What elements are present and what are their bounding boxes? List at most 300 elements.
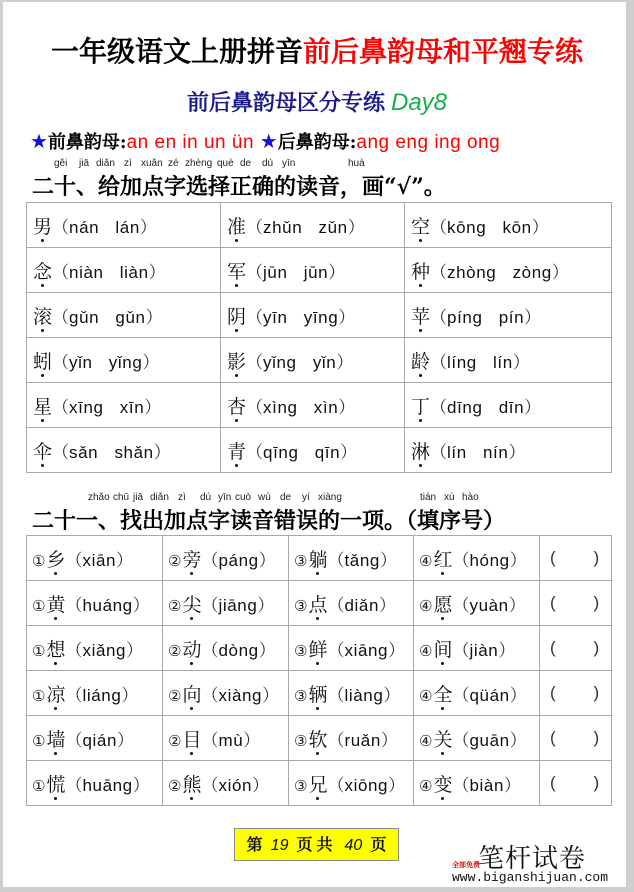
pronunciation-choice-cell (405, 293, 612, 338)
pinyin-option-2[interactable]: jūn (303, 262, 329, 282)
close-paren: ） (142, 352, 160, 372)
option-number: ② (168, 641, 182, 660)
table-row (27, 203, 612, 248)
option-pinyin: xiōng (344, 775, 389, 795)
spacer (104, 398, 120, 418)
pinyin-option-1[interactable]: yǐn (69, 352, 93, 372)
open-paren: （ (52, 262, 70, 282)
pinyin-annotation: yīn (282, 158, 296, 169)
close-paren: ） (144, 397, 162, 417)
pinyin-annotation: jiā (133, 492, 144, 503)
answer-blank[interactable] (540, 716, 612, 761)
dotted-character: 尖 (182, 590, 201, 617)
option-number: ① (32, 731, 46, 750)
section-20-table (26, 202, 612, 473)
dotted-character: 墙 (46, 725, 65, 752)
dotted-character: 点 (308, 590, 327, 617)
brand-logo: 笔杆试卷 (478, 844, 587, 874)
pronunciation-choice-cell (27, 248, 221, 293)
option-pinyin: guān (469, 730, 510, 750)
open-paren: （ (246, 352, 264, 372)
close-paren: ） (388, 640, 406, 660)
open-paren: （ (201, 640, 219, 660)
pinyin-option-2[interactable]: yǐng (108, 352, 143, 372)
option-cell (27, 671, 163, 716)
pinyin-option-2[interactable]: pín (498, 307, 525, 327)
table-row (27, 626, 612, 671)
close-paren: ） (145, 307, 163, 327)
option-number: ② (168, 551, 182, 570)
spacer (288, 308, 304, 328)
open-paren: （ (201, 550, 219, 570)
close-paren: ） (338, 307, 356, 327)
option-cell (414, 716, 540, 761)
dotted-character: 丁 (411, 392, 430, 419)
close-paren: ） (509, 685, 527, 705)
pronunciation-choice-cell (221, 203, 405, 248)
option-number: ③ (294, 641, 308, 660)
section-20-heading (0, 158, 634, 198)
open-paren: （ (430, 307, 448, 327)
open-paren: （ (65, 595, 83, 615)
pinyin-annotation: chū (113, 492, 130, 503)
pinyin-annotation: tián (420, 492, 437, 503)
option-cell (27, 536, 163, 581)
pinyin-annotation: hào (462, 492, 479, 503)
option-cell (163, 671, 289, 716)
pronunciation-choice-cell (221, 293, 405, 338)
dotted-character: 滚 (33, 302, 52, 329)
open-paren: （ (65, 640, 83, 660)
pinyin-annotation: zì (178, 492, 186, 503)
front-nasal-label: 前鼻韵母: (47, 132, 127, 153)
dotted-character: 星 (33, 392, 52, 419)
option-pinyin: páng (218, 550, 259, 570)
open-paren: （ (65, 685, 83, 705)
option-number: ③ (294, 776, 308, 795)
answer-blank-text[interactable]: ( ) (550, 728, 600, 747)
subtitle-text: 前后鼻韵母区分专练 (186, 90, 385, 116)
dotted-character: 慌 (46, 770, 65, 797)
dotted-character: 目 (182, 725, 201, 752)
pinyin-option-2[interactable]: gǔn (115, 307, 146, 327)
option-cell (289, 581, 414, 626)
close-paren: ） (126, 640, 144, 660)
option-number: ① (32, 686, 46, 705)
pinyin-option-2[interactable]: yīng (303, 307, 339, 327)
spacer (302, 218, 318, 238)
close-paren: ） (504, 775, 522, 795)
option-pinyin: qián (82, 730, 118, 750)
dotted-character: 准 (227, 212, 246, 239)
pronunciation-choice-cell (27, 293, 221, 338)
close-paren: ） (531, 217, 549, 237)
open-paren: （ (452, 685, 470, 705)
dotted-character: 兄 (308, 770, 327, 797)
option-number: ③ (294, 551, 308, 570)
pinyin-option-1[interactable]: xìng (263, 397, 298, 417)
pinyin-annotation: yí (302, 492, 310, 503)
close-paren: ） (509, 550, 527, 570)
pinyin-annotation: de (280, 492, 292, 503)
option-pinyin: huáng (82, 595, 133, 615)
option-pinyin: xiǎng (82, 640, 127, 660)
table-row (27, 581, 612, 626)
spacer (99, 218, 115, 238)
pinyin-option-2[interactable]: nín (483, 442, 509, 462)
star-icon: ★ (30, 129, 48, 153)
back-nasal-label: 后鼻韵母: (277, 132, 357, 153)
option-number: ④ (419, 731, 433, 750)
answer-blank[interactable] (540, 761, 612, 806)
dotted-character: 躺 (308, 545, 327, 572)
answer-blank-text[interactable]: ( ) (550, 773, 600, 792)
dotted-character: 愿 (433, 590, 452, 617)
option-number: ③ (294, 731, 308, 750)
pinyin-option-1[interactable]: niàn (69, 262, 104, 282)
option-pinyin: dòng (218, 640, 259, 660)
table-row (27, 383, 612, 428)
open-paren: （ (246, 262, 264, 282)
option-number: ④ (419, 641, 433, 660)
table-row (27, 761, 612, 806)
option-pinyin: hóng (469, 550, 510, 570)
option-cell (414, 761, 540, 806)
spacer (93, 353, 109, 373)
open-paren: （ (452, 550, 470, 570)
pinyin-option-1[interactable]: gǔn (69, 307, 100, 327)
spacer (99, 308, 115, 328)
pronunciation-choice-cell (221, 248, 405, 293)
dotted-character: 动 (182, 635, 201, 662)
open-paren: （ (201, 685, 219, 705)
option-number: ② (168, 776, 182, 795)
dotted-character: 黄 (46, 590, 65, 617)
pinyin-option-2[interactable]: lán (115, 217, 140, 237)
open-paren: （ (201, 730, 219, 750)
option-cell (289, 716, 414, 761)
open-paren: （ (452, 775, 470, 795)
option-pinyin: xión (218, 775, 253, 795)
dotted-character: 伞 (33, 437, 52, 464)
open-paren: （ (452, 595, 470, 615)
close-paren: ） (258, 640, 276, 660)
title-black-part: 一年级语文上册拼音 (50, 35, 303, 68)
pinyin-option-2[interactable]: zòng (512, 262, 552, 282)
option-cell (27, 716, 163, 761)
pinyin-annotation: yīn (218, 492, 232, 503)
brand-url: www.biganshijuan.com (452, 870, 609, 885)
option-number: ③ (294, 686, 308, 705)
option-pinyin: jiàn (469, 640, 499, 660)
dotted-character: 念 (33, 257, 52, 284)
pinyin-option-1[interactable]: yīn (263, 307, 288, 327)
dotted-character: 变 (433, 770, 452, 797)
pronunciation-choice-cell (27, 428, 221, 473)
spacer (486, 218, 502, 238)
open-paren: （ (327, 640, 345, 660)
page-number-badge (234, 828, 399, 861)
title-red-part: 前后鼻韵母和平翘专练 (303, 35, 584, 68)
spacer (477, 353, 493, 373)
pinyin-annotation: xù (444, 492, 455, 503)
pinyin-annotation: què (217, 158, 234, 169)
page-mid2: 共 (316, 835, 333, 854)
option-cell (27, 581, 163, 626)
dotted-character: 青 (227, 437, 246, 464)
open-paren: （ (430, 217, 448, 237)
answer-blank[interactable] (540, 536, 612, 581)
dotted-character: 空 (411, 212, 430, 239)
open-paren: （ (65, 550, 83, 570)
table-row (27, 338, 612, 383)
day-label: Day8 (390, 89, 448, 116)
option-pinyin: liàng (344, 685, 384, 705)
close-paren: ） (132, 595, 150, 615)
pinyin-option-1[interactable]: píng (447, 307, 483, 327)
open-paren: （ (327, 775, 345, 795)
pinyin-option-1[interactable]: zhǔn (263, 217, 303, 237)
pinyin-option-1[interactable]: dīng (447, 397, 483, 417)
close-paren: ） (524, 397, 542, 417)
option-pinyin: xiàng (218, 685, 263, 705)
star-icon: ★ (259, 129, 278, 153)
pinyin-option-1[interactable]: qīng (263, 442, 299, 462)
dotted-character: 阴 (227, 302, 246, 329)
option-cell (163, 761, 289, 806)
option-cell (414, 671, 540, 716)
open-paren: （ (52, 352, 70, 372)
open-paren: （ (430, 262, 448, 282)
answer-blank[interactable] (540, 581, 612, 626)
option-cell (289, 671, 414, 716)
spacer (483, 308, 499, 328)
close-paren: ） (148, 262, 166, 282)
pinyin-option-2[interactable]: liàn (119, 262, 149, 282)
pinyin-annotation: dú (200, 492, 212, 503)
close-paren: ） (328, 262, 346, 282)
option-cell (27, 761, 163, 806)
close-paren: ） (258, 550, 276, 570)
pinyin-option-2[interactable]: yǐn (312, 352, 337, 372)
open-paren: （ (430, 442, 448, 462)
pinyin-annotation: xiàng (318, 492, 342, 503)
finals-legend (30, 128, 500, 156)
table-row (27, 536, 612, 581)
close-paren: ） (551, 262, 569, 282)
option-cell (289, 761, 414, 806)
open-paren: （ (327, 550, 345, 570)
dotted-character: 杏 (227, 392, 246, 419)
close-paren: ） (347, 217, 365, 237)
close-paren: ） (508, 595, 526, 615)
pinyin-annotation: zhǎo (88, 492, 110, 503)
pinyin-option-2[interactable]: shǎn (114, 442, 154, 462)
pinyin-option-2[interactable]: lín (493, 352, 513, 372)
option-number: ① (32, 551, 46, 570)
option-number: ① (32, 776, 46, 795)
open-paren: （ (52, 307, 70, 327)
option-number: ② (168, 731, 182, 750)
close-paren: ） (512, 352, 530, 372)
pinyin-option-1[interactable]: lín (447, 442, 467, 462)
option-cell (414, 536, 540, 581)
pinyin-option-1[interactable]: sǎn (69, 442, 99, 462)
close-paren: ） (116, 550, 134, 570)
open-paren: （ (52, 442, 70, 462)
open-paren: （ (327, 595, 345, 615)
pinyin-annotation: diǎn (96, 158, 115, 169)
answer-blank[interactable] (540, 671, 612, 716)
pinyin-option-2[interactable]: xīn (119, 397, 145, 417)
page-prefix: 第 (246, 835, 263, 854)
option-number: ② (168, 596, 182, 615)
close-paren: ） (498, 640, 516, 660)
option-cell (289, 536, 414, 581)
option-number: ① (32, 596, 46, 615)
pinyin-option-1[interactable]: jūn (263, 262, 288, 282)
spacer (467, 443, 483, 463)
close-paren: ） (379, 550, 397, 570)
section-21-heading (0, 492, 634, 532)
option-pinyin: diǎn (344, 595, 380, 615)
pinyin-annotation: zì (124, 158, 132, 169)
dotted-character: 蚓 (33, 347, 52, 374)
close-paren: ） (243, 730, 261, 750)
pinyin-option-2[interactable]: xìn (313, 397, 339, 417)
pinyin-option-2[interactable]: zǔn (318, 217, 348, 237)
option-pinyin: huāng (82, 775, 133, 795)
pronunciation-choice-cell (405, 338, 612, 383)
spacer (483, 398, 499, 418)
option-cell (289, 626, 414, 671)
pinyin-option-1[interactable]: líng (447, 352, 477, 372)
answer-blank-text[interactable]: ( ) (550, 683, 600, 702)
answer-blank-text[interactable]: ( ) (550, 593, 600, 612)
dotted-character: 男 (33, 212, 52, 239)
open-paren: （ (201, 595, 219, 615)
pinyin-option-2[interactable]: qīn (314, 442, 341, 462)
pinyin-annotation: de (240, 158, 252, 169)
option-cell (163, 626, 289, 671)
dotted-character: 种 (411, 257, 430, 284)
option-pinyin: xiāng (344, 640, 389, 660)
dotted-character: 苹 (411, 302, 430, 329)
pinyin-option-1[interactable]: xīng (69, 397, 104, 417)
pinyin-annotation: zhèng (185, 158, 213, 169)
pinyin-option-1[interactable]: nán (69, 217, 100, 237)
dotted-character: 想 (46, 635, 65, 662)
spacer (104, 263, 120, 283)
close-paren: ） (383, 685, 401, 705)
option-pinyin: ruǎn (344, 730, 381, 750)
brand-tag: 全部免费 (452, 861, 480, 869)
close-paren: ） (388, 775, 406, 795)
close-paren: ） (132, 775, 150, 795)
pronunciation-choice-cell (27, 338, 221, 383)
option-number: ② (168, 686, 182, 705)
option-cell (414, 581, 540, 626)
dotted-character: 鲜 (308, 635, 327, 662)
page-current: 19 (270, 837, 289, 854)
page-total: 40 (344, 837, 363, 854)
open-paren: （ (246, 217, 264, 237)
option-number: ④ (419, 596, 433, 615)
answer-blank-text[interactable]: ( ) (550, 638, 600, 657)
close-paren: ） (380, 730, 398, 750)
option-number: ④ (419, 551, 433, 570)
pinyin-option-2[interactable]: dīn (498, 397, 525, 417)
spacer (496, 263, 512, 283)
pronunciation-choice-cell (405, 203, 612, 248)
pinyin-option-1[interactable]: zhòng (447, 262, 497, 282)
option-pinyin: xiān (82, 550, 117, 570)
dotted-character: 淋 (411, 437, 430, 464)
answer-blank[interactable] (540, 626, 612, 671)
option-pinyin: tǎng (344, 550, 380, 570)
pronunciation-choice-cell (405, 248, 612, 293)
option-cell (414, 626, 540, 671)
option-cell (163, 581, 289, 626)
page-title (0, 30, 634, 70)
open-paren: （ (52, 397, 70, 417)
open-paren: （ (201, 775, 219, 795)
open-paren: （ (65, 775, 83, 795)
open-paren: （ (452, 730, 470, 750)
close-paren: ） (121, 685, 139, 705)
pinyin-annotation: huà (348, 158, 365, 169)
table-row (27, 716, 612, 761)
option-cell (163, 536, 289, 581)
dotted-character: 间 (433, 635, 452, 662)
pinyin-option-1[interactable]: yǐng (263, 352, 297, 372)
answer-blank-text[interactable]: ( ) (550, 548, 600, 567)
option-cell (27, 626, 163, 671)
pinyin-annotation: gěi (54, 158, 68, 169)
dotted-character: 红 (433, 545, 452, 572)
open-paren: （ (246, 397, 264, 417)
option-number: ④ (419, 776, 433, 795)
page-mid1: 页 (296, 835, 313, 854)
option-pinyin: jiāng (218, 595, 258, 615)
back-nasal-values: ang eng ing ong (356, 132, 501, 153)
pinyin-annotation: dú (262, 158, 274, 169)
section-20-title: 二十、给加点字选择正确的读音，画“√”。 (32, 174, 446, 200)
table-row (27, 248, 612, 293)
table-row (27, 671, 612, 716)
open-paren: （ (65, 730, 83, 750)
open-paren: （ (52, 217, 70, 237)
page-suffix: 页 (370, 835, 387, 854)
dotted-character: 辆 (308, 680, 327, 707)
open-paren: （ (327, 730, 345, 750)
option-number: ① (32, 641, 46, 660)
option-cell (163, 716, 289, 761)
option-pinyin: qüán (469, 685, 510, 705)
close-paren: ） (524, 307, 542, 327)
pinyin-option-1[interactable]: kōng (447, 217, 487, 237)
close-paren: ） (117, 730, 135, 750)
dotted-character: 软 (308, 725, 327, 752)
spacer (297, 353, 313, 373)
dotted-character: 军 (227, 257, 246, 284)
dotted-character: 旁 (182, 545, 201, 572)
dotted-character: 乡 (46, 545, 65, 572)
spacer (98, 443, 114, 463)
section-21-title: 二十一、找出加点字读音错误的一项。（填序号） (32, 508, 506, 534)
dotted-character: 龄 (411, 347, 430, 374)
pinyin-option-2[interactable]: kōn (502, 217, 532, 237)
